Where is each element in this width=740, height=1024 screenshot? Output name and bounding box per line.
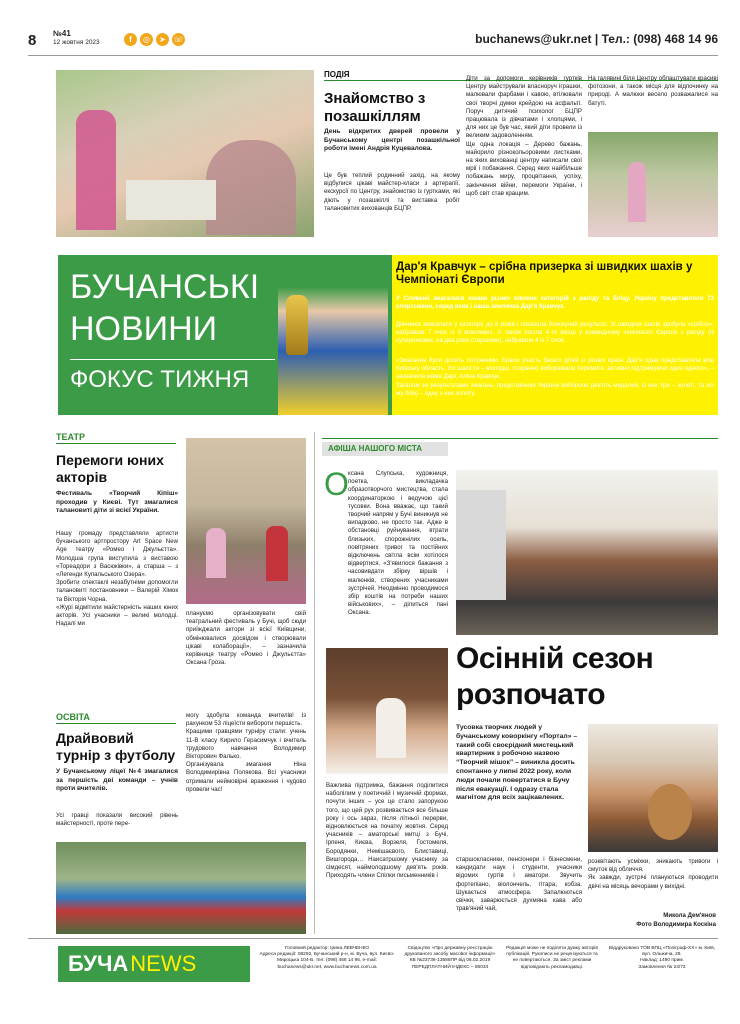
- podia-lead: День відкритих дверей провели у Бучанському центрі позашкільної роботи імені Андрія Куцевалова.: [324, 128, 460, 153]
- teatr-body: Нашу громаду представляли артисти бучанського артпростору Art Space New Age театру «Ромео і Джульєтта». Молодша група виступила з виставою «Тореадори з Васюківки», а старша – з «Легенди Купальського Озера». Зробити спектаклі незабутніми допомогли талановиті постановники – Валерій Хімок та Вікторія Чорна. «Журі відмітили майстерність наших юних акторів. Усі учасники – великі молодці. Надалі ми: [56, 530, 178, 628]
- instagram-icon[interactable]: ◎: [140, 33, 153, 46]
- podia-title: Знайомство з позашкіллям: [324, 90, 426, 125]
- page-header: [28, 28, 718, 52]
- afisha-big-title-2: розпочато: [456, 678, 606, 711]
- organizer-photo: [326, 648, 448, 774]
- footer-logo-right: NEWS: [130, 951, 197, 976]
- teatr-lead: Фестиваль «Творчий Кіпіш» проходив у Києві. Тут змагалися талановиті діти зі всієї України.: [56, 490, 178, 515]
- section-label-osvita: ОСВІТА: [56, 712, 90, 722]
- afisha-col1b: Важлива підтримка, бажання поділитися наболілим у поетичній і музичній формах, почути інших – усе це стало запорукою того, що цей рух розвивається все більше року і ось зараз, після літньої перерви, відновлюється на початку жовтня. Серед учасників – аматорські митці з Бучі, Ірпеня, Києва, Ворзеля, Гостомеля, Бородянки, Немішаєвого, Блиставиці, Вишгорода… Наисатршому учаснику за сімдесят, наймолодшому дев'ять років. Приходять члени Спілки письменників і: [326, 782, 448, 880]
- issue-number: №41: [53, 29, 71, 38]
- section-label-teatr: ТЕАТР: [56, 432, 86, 442]
- focus-banner: [58, 255, 718, 415]
- banner-headline: Дар'я Кравчук – срібна призерка зі швидких шахів у Чемпіонаті Європи: [396, 261, 693, 286]
- afisha-dropcap: О: [324, 466, 349, 502]
- teatr-title: Перемоги юних акторів: [56, 452, 164, 485]
- chess-girl-photo: [278, 255, 388, 415]
- banner-brand-line3: ФОКУС ТИЖНЯ: [70, 366, 250, 393]
- footer-imprint-2: Свідоцтво «Про державну реєстрацію друкованого засобу масової інформації» КВ №23736-13586ПР від 06.02.2019 ПЕРЕДПЛАТНИЙ ІНДЕКС – 86034: [404, 946, 496, 970]
- section-label-podia: ПОДІЯ: [324, 70, 350, 79]
- banner-body1: Дівчинка змагалася у категорії до 8 років і показала блискучий результат. Зі швидких шахів здобула «срібло», набравши 7 очок із 9 можливих. А також посіла 4-те місце у командному чемпіонаті Європи з рапіду (із суперниками, на два роки старшими), набравши 4 із 7 очок.: [396, 321, 714, 345]
- kobza-icon: [648, 784, 692, 840]
- banner-lead: У Словенії змагалися юнаки різних вікових категорій з рапіду та бліцу. Україну представляли 73 спортсмени, серед яких і наша землячка Дар'я Кравчук.: [396, 295, 714, 311]
- podia-col2: Діти за допомоги керівників гуртків Центру майстрували власноруч іграшки, малювали фарбами і кавою, втілювали свої творчі думки крейдою на асфальті. Поруч дитячий психолог БЦПР працювала із дівчатами і хлопцями, і для них це був час, який діти провели із великим задоволенням. Ще одна локація – Дерево бажань, майорило різнокольоровими листками, на яких вихованці центру написали свої мрії і побажання. Серед яких найбільше побажань миру, процвітання, успіху, закінчення війни, перемоги України, і щоб світ став кращим.: [466, 75, 582, 197]
- author-name: Микола Дем'янов: [663, 912, 716, 919]
- kobza-player-photo: [588, 724, 718, 852]
- osvita-body: Усі гравці показали високий рівень майстерності, проте пере-: [56, 812, 178, 828]
- viber-icon[interactable]: ☏: [173, 35, 184, 44]
- facebook-icon[interactable]: f: [124, 33, 137, 46]
- gathering-photo: [456, 470, 718, 635]
- afisha-tab: [322, 442, 448, 456]
- section-label-afisha: АФІША НАШОГО МІСТА: [328, 444, 422, 453]
- contact-line: buchanews@ukr.net | Тел.: (098) 468 14 96: [475, 32, 718, 46]
- footer-imprint-1: Головний редактор: Ірина ЛЕВЧЕНКО Адреса редакції: 08292, Бучанський р-н, м. Буча, вул. Києво-Мироцька 104-Б, тел. (098) 468 14 96, e-mail: buchanews@ukr.net, www.buchanews.com.ua: [259, 946, 395, 970]
- photo-credit: Фото Володимира Коскіна: [636, 921, 716, 928]
- afisha-col1: ксана Слупська, художниця, поетка, викладачка образотворчого мистецтва, стала координаторкою і ведучою цієї тусовки. Вона вважає, що такий творчий напрям у Бучі виникнув не випадково, не просто так. Адже в обстановці руйнування, втрати близьких, спорожнілих осель, повітряних тривог та постійних відключень світла всім хотілося відвертися. «З'явилося бажання з часовивдати збірку віршів і малюнків, створених учасниками зустрічей. Неодмінно проводимося збір коштів на потреби наших військових», – ділиться пані Оксана.: [348, 470, 448, 617]
- banner-body2: «Змагання були досить потужними. Брали участь багато дітей із різних країн. Дар'я одна представляла всю Київську область. Усі шахісти – молодці, старанно виборювали перемоги, активно підтримуючи один одного», – зазначила мама Дарі, Аліна Кравчук. Загалом за результатами змагань, представники України вибороли дев'ять медалей, із них три – золоті, та всі му бліці – одну з них золоту.: [396, 357, 714, 397]
- theatre-kids-photo: [186, 438, 306, 604]
- teatr-cont: плануємо організовувати свій театральний фестиваль у Бучі, щоб сюди приїжджали актори зі всієї Київщини, обмінювалися досвідом і створювали цікаві колаборації», – зазначила керівниця театру «Ромео і Джульєтта» Оксана Гроза.: [186, 610, 306, 667]
- footer-logo: [58, 946, 250, 982]
- osvita-cont: могу здобула команда вчителів! Із рахунком 53 ліцеїсти вибороти першість. Кращими гравцями турніру стали: учень 11-В класу Кирило Герасимчук і вчитель трудового навчання Володимир Вікторович Фалько. Організувала змагання Ніна Володимирівна Полякова. Всі учасники отримали неймовірні враження і чудово провели час!: [186, 712, 306, 793]
- issue-date: 12 жовтня 2023: [53, 39, 100, 46]
- trophy-icon: [286, 295, 308, 355]
- header-rule: [28, 55, 718, 56]
- footer-imprint-4: Віддруковано ТОВ ВПЦ «Поліграф-XX» м. Київ, вул. Ольжича, 29. Наклад: 1490 прим. Замовлення № 24/72: [608, 946, 716, 970]
- afisha-lead: Тусовка творчих людей у бучанському коворкінгу «Портал» – такий собі своєрідний мистецький квартирник з робочою назвою “Творчий мішок” – виникла досить спонтанно у липні 2022 року, коли люди почали повертатися в Бучу після евакуації. І одразу стала магнітом для всіх зацікавлених.: [456, 724, 578, 802]
- afisha-col2b: старшокласники, пенсіонери і бізнесмени, кандидати наук і студенти, учасники відомих гуртів і аматори. Звучить фортепіано, віолончель, гітара, кобза. Шукається атмосфера. Запалюються свічки, заварюється духмяна кава або трав'яний чай,: [456, 856, 582, 913]
- footer-imprint-3: Редакція може не поділяти думку авторів публікацій. Рукописи не рецензуються та не повертаються. За зміст реклами відповідають рекламодавці.: [506, 946, 598, 970]
- social-icons: [124, 33, 188, 46]
- osvita-lead: У Бучанському ліцеї №4 змагалися за першість дві команди – учнів проти вчителів.: [56, 768, 178, 793]
- telegram-icon[interactable]: ➤: [156, 33, 169, 46]
- center-photo: [588, 132, 718, 237]
- football-team-photo: [56, 842, 306, 934]
- afisha-big-title-1: Осінній сезон: [456, 642, 654, 675]
- banner-brand-line1: БУЧАНСЬКІ: [70, 268, 260, 306]
- footer-logo-left: БУЧА: [68, 951, 129, 976]
- afisha-col3b: розквітають усміхки, зникають тривоги і смуток від обличчя. Як завжди, зустрічі плануються проводити двічі на місяць вечорами у вихідні.: [588, 858, 718, 890]
- osvita-title: Драйвовий турнір з футболу: [56, 730, 176, 763]
- banner-brand-line2: НОВИНИ: [70, 310, 218, 348]
- page-number: 8: [28, 32, 37, 49]
- open-day-photo: [56, 70, 314, 237]
- podia-col3: На галявині біля Центру облаштувати красиві фотозони, а також місця для відпочинку на природі. А малюки весело розважалися на батуті.: [588, 75, 718, 107]
- podia-col1: Це був теплий родинний захід, на якому відбулися цікаві майстер-класи з артерапії, екскурсії по Центру, знайомство із гуртками, які діють у позашкіллі та виставка робіт талановитих вихованців БЦПР.: [324, 172, 460, 212]
